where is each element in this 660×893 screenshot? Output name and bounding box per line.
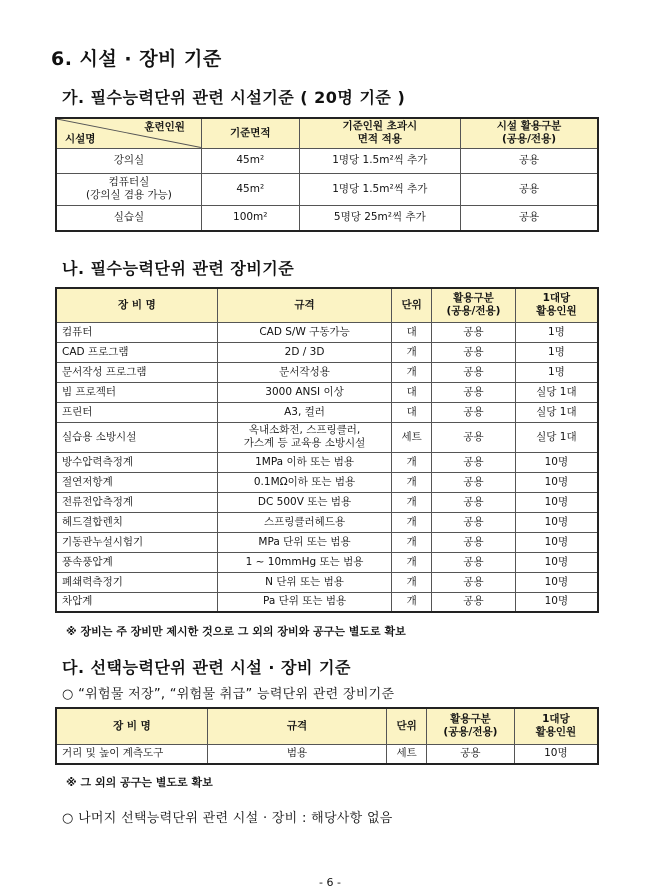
- equipment-name: 방수압력측정계: [56, 452, 217, 472]
- base-area: 45m²: [201, 173, 299, 205]
- section-title: 6. 시설 · 장비 기준: [51, 48, 222, 70]
- equipment-spec: 범용: [207, 744, 386, 764]
- equipment-usage: 공용: [432, 492, 516, 512]
- equipment-unit: 개: [392, 572, 432, 592]
- header-equipment-name: 장 비 명: [56, 288, 217, 322]
- equipment-name: 프린터: [56, 402, 217, 422]
- equipment-per-unit: 10명: [515, 492, 598, 512]
- equipment-unit: 개: [392, 452, 432, 472]
- table-row: [56, 552, 598, 572]
- table-row: [56, 492, 598, 512]
- equipment-spec: Pa 단위 또는 범용: [217, 592, 391, 612]
- equipment-usage: 공용: [432, 512, 516, 532]
- equipment-per-unit: 10명: [515, 472, 598, 492]
- equipment-unit: 개: [392, 492, 432, 512]
- equipment-usage: 공용: [427, 744, 515, 764]
- base-area: 45m²: [201, 148, 299, 173]
- equipment-usage: 공용: [432, 402, 516, 422]
- header-per-unit: 1대당 활용인원: [515, 288, 598, 322]
- equipment-per-unit: 10명: [515, 452, 598, 472]
- table-row: [56, 532, 598, 552]
- equipment-spec: 1MPa 이하 또는 범용: [217, 452, 391, 472]
- tools-note: ※ 그 외의 공구는 별도로 확보: [66, 776, 213, 789]
- equipment-note: ※ 장비는 주 장비만 제시한 것으로 그 외의 장비와 공구는 별도로 확보: [66, 625, 406, 638]
- diagonal-header-cell: [56, 118, 201, 148]
- equipment-spec: DC 500V 또는 범용: [217, 492, 391, 512]
- facility-name: 강의실: [56, 148, 201, 173]
- table-header-row: [56, 288, 598, 322]
- header-facility-name: 시설명: [65, 132, 96, 145]
- page-number: - 6 -: [319, 876, 341, 889]
- equipment-usage: 공용: [432, 382, 516, 402]
- table-header-row: [56, 708, 598, 744]
- equipment-name: 차압계: [56, 592, 217, 612]
- header-spec: 규격: [207, 708, 386, 744]
- equipment-spec: 3000 ANSI 이상: [217, 382, 391, 402]
- header-trainees: 훈련인원: [144, 121, 185, 133]
- header-usage-type: 활용구분 (공용/전용): [427, 708, 515, 744]
- facility-name: 실습실: [56, 205, 201, 231]
- equipment-unit: 개: [392, 532, 432, 552]
- header-usage-type: 활용구분 (공용/전용): [432, 288, 516, 322]
- usage-type: 공용: [461, 148, 598, 173]
- equipment-name: 전류전압측정계: [56, 492, 217, 512]
- excess-area: 1명당 1.5m²씩 추가: [299, 148, 460, 173]
- equipment-per-unit: 1명: [515, 342, 598, 362]
- equipment-unit: 개: [392, 472, 432, 492]
- equipment-per-unit: 1명: [515, 322, 598, 342]
- usage-type: 공용: [461, 173, 598, 205]
- table-row: [56, 452, 598, 472]
- equipment-usage: 공용: [432, 342, 516, 362]
- equipment-spec: A3, 컬러: [217, 402, 391, 422]
- equipment-name: 풍속풍압계: [56, 552, 217, 572]
- table-row: [56, 173, 598, 205]
- equipment-unit: 개: [392, 512, 432, 532]
- equipment-per-unit: 10명: [515, 592, 598, 612]
- table-row: [56, 148, 598, 173]
- header-base-area: 기준면적: [201, 118, 299, 148]
- table-row: [56, 322, 598, 342]
- equipment-per-unit: 실당 1대: [515, 382, 598, 402]
- equipment-name: 실습용 소방시설: [56, 422, 217, 452]
- header-spec: 규격: [217, 288, 391, 322]
- equipment-usage: 공용: [432, 452, 516, 472]
- table-header-row: [56, 118, 598, 148]
- equipment-usage: 공용: [432, 422, 516, 452]
- equipment-name: 절연저항계: [56, 472, 217, 492]
- equipment-unit: 세트: [392, 422, 432, 452]
- equipment-spec: N 단위 또는 범용: [217, 572, 391, 592]
- equipment-per-unit: 10명: [515, 512, 598, 532]
- equipment-usage: 공용: [432, 572, 516, 592]
- equipment-name: 컴퓨터: [56, 322, 217, 342]
- header-equipment-name: 장 비 명: [56, 708, 207, 744]
- base-area: 100m²: [201, 205, 299, 231]
- facility-name: 컴퓨터실 (강의실 겸용 가능): [56, 173, 201, 205]
- equipment-usage: 공용: [432, 532, 516, 552]
- equipment-spec: 옥내소화전, 스프링클러, 가스계 등 교육용 소방시설: [217, 422, 391, 452]
- equipment-unit: 세트: [387, 744, 427, 764]
- optional-equipment-table: [55, 707, 599, 765]
- equipment-spec: 2D / 3D: [217, 342, 391, 362]
- table-row: [56, 512, 598, 532]
- equipment-spec: 문서작성용: [217, 362, 391, 382]
- equipment-unit: 개: [392, 362, 432, 382]
- subsection-c-title: 다. 선택능력단위 관련 시설 · 장비 기준: [62, 658, 351, 677]
- table-row: [56, 205, 598, 231]
- equipment-per-unit: 실당 1대: [515, 422, 598, 452]
- equipment-per-unit: 10명: [515, 572, 598, 592]
- equipment-unit: 대: [392, 322, 432, 342]
- remaining-units-bullet: ○ 나머지 선택능력단위 관련 시설 · 장비 : 해당사항 없음: [62, 811, 393, 826]
- usage-type: 공용: [461, 205, 598, 231]
- equipment-per-unit: 10명: [515, 552, 598, 572]
- equipment-usage: 공용: [432, 472, 516, 492]
- header-per-unit: 1대당 활용인원: [514, 708, 598, 744]
- excess-area: 1명당 1.5m²씩 추가: [299, 173, 460, 205]
- equipment-spec: 스프링클러헤드용: [217, 512, 391, 532]
- header-usage-type: 시설 활용구분 (공용/전용): [461, 118, 598, 148]
- equipment-spec: 0.1MΩ이하 또는 범용: [217, 472, 391, 492]
- equipment-usage: 공용: [432, 552, 516, 572]
- equipment-per-unit: 실당 1대: [515, 402, 598, 422]
- equipment-usage: 공용: [432, 362, 516, 382]
- header-unit: 단위: [387, 708, 427, 744]
- table-row: [56, 382, 598, 402]
- equipment-per-unit: 10명: [515, 532, 598, 552]
- equipment-name: 거리 및 높이 계측도구: [56, 744, 207, 764]
- hazardous-materials-bullet: ○ “위험물 저장”, “위험물 취급” 능력단위 관련 장비기준: [62, 687, 395, 702]
- equipment-spec: 1 ~ 10mmHg 또는 범용: [217, 552, 391, 572]
- excess-area: 5명당 25m²씩 추가: [299, 205, 460, 231]
- equipment-name: 빔 프로젝터: [56, 382, 217, 402]
- table-row: [56, 402, 598, 422]
- equipment-unit: 대: [392, 402, 432, 422]
- table-row: [56, 422, 598, 452]
- equipment-spec: CAD S/W 구동가능: [217, 322, 391, 342]
- facility-standard-table: [55, 117, 599, 232]
- equipment-usage: 공용: [432, 592, 516, 612]
- equipment-unit: 개: [392, 342, 432, 362]
- table-row: [56, 592, 598, 612]
- equipment-unit: 개: [392, 592, 432, 612]
- table-row: [56, 342, 598, 362]
- equipment-name: 폐쇄력측정기: [56, 572, 217, 592]
- equipment-usage: 공용: [432, 322, 516, 342]
- equipment-spec: MPa 단위 또는 범용: [217, 532, 391, 552]
- table-row: [56, 362, 598, 382]
- equipment-unit: 개: [392, 552, 432, 572]
- equipment-name: 문서작성 프로그램: [56, 362, 217, 382]
- table-row: [56, 744, 598, 764]
- equipment-name: CAD 프로그램: [56, 342, 217, 362]
- equipment-unit: 대: [392, 382, 432, 402]
- equipment-per-unit: 10명: [514, 744, 598, 764]
- equipment-name: 기동관누설시험기: [56, 532, 217, 552]
- header-unit: 단위: [392, 288, 432, 322]
- equipment-per-unit: 1명: [515, 362, 598, 382]
- table-row: [56, 472, 598, 492]
- table-row: [56, 572, 598, 592]
- subsection-a-title: 가. 필수능력단위 관련 시설기준 ( 20명 기준 ): [62, 88, 406, 107]
- equipment-name: 헤드결합렌치: [56, 512, 217, 532]
- equipment-standard-table: [55, 287, 599, 613]
- subsection-b-title: 나. 필수능력단위 관련 장비기준: [62, 259, 295, 278]
- header-excess-area: 기준인원 초과시 면적 적용: [299, 118, 460, 148]
